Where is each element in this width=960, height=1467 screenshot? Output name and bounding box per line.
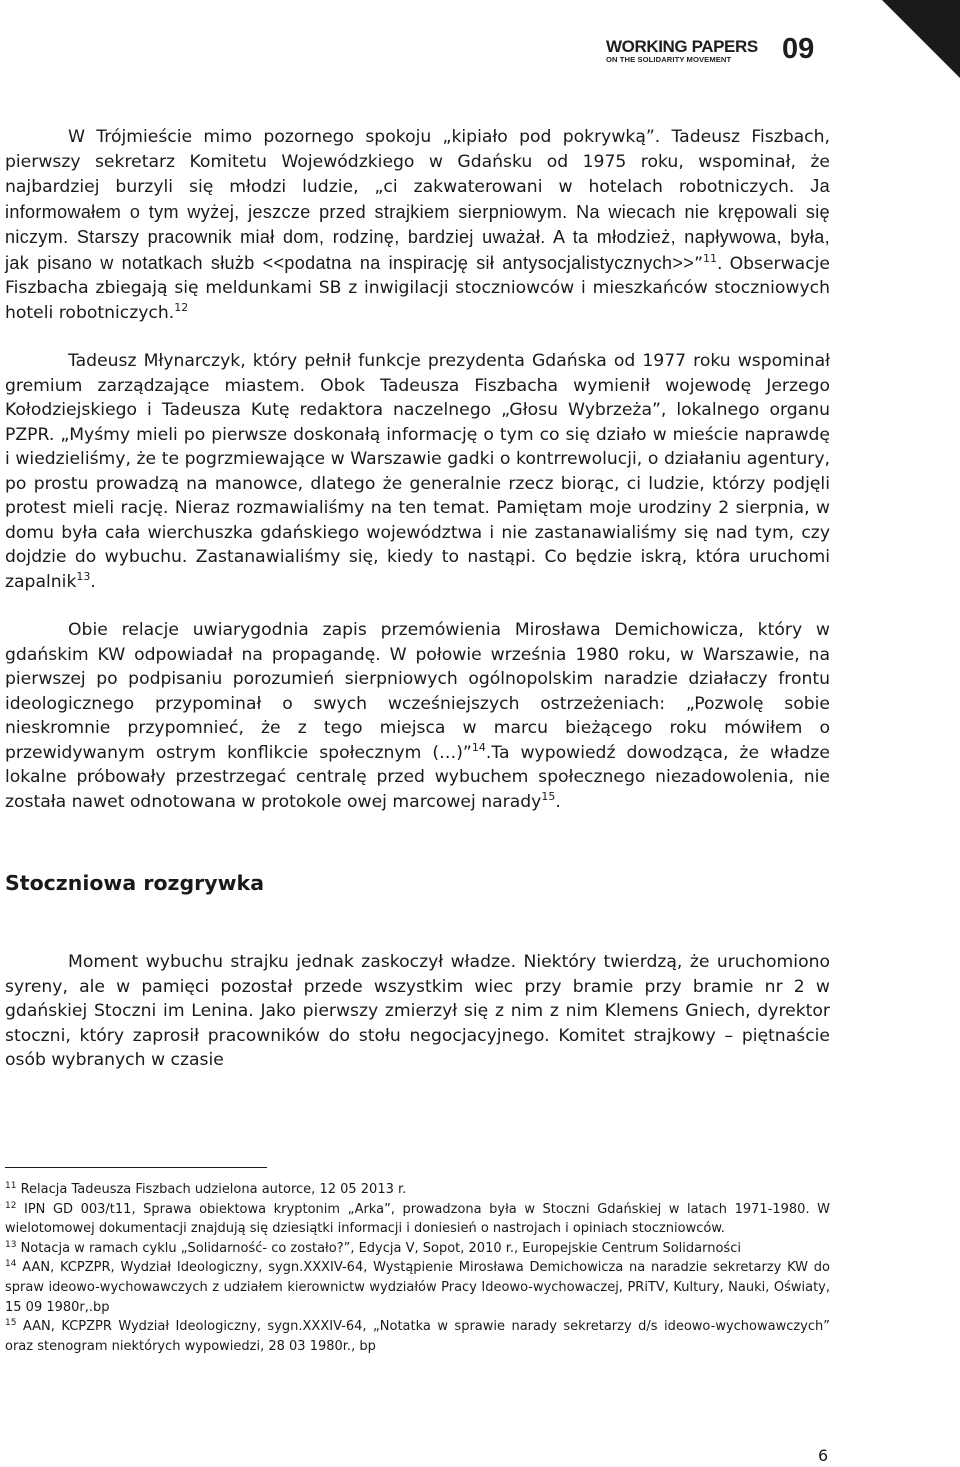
paragraph xyxy=(5,349,830,594)
text-run: W Trójmieście mimo pozornego spokoju „kipiało pod pokrywką”. Tadeusz Fiszbach, pierwszy sekretarz Komitetu Wojewódzkiego w Gdańsku od 1975 roku, wspominał, że najbardziej burzyli się młodzi ludzie, „ci zakwaterowani w hotelach robotniczych. xyxy=(5,127,830,197)
text-run: . xyxy=(555,791,561,812)
footnote xyxy=(5,1200,830,1239)
footnote xyxy=(5,1317,830,1356)
footnote-text: Notacja w ramach cyklu „Solidarność- co zostało?”, Edycja V, Sopot, 2010 r., Europejskie Centrum Solidarności xyxy=(16,1240,741,1256)
footnote-text: AAN, KCPZPR Wydział Ideologiczny, sygn.XXXIV-64, „Notatka w sprawie narady sekretarzy d/s ideowo-wychowawczych” oraz stenogram niektórych wypowiedzi, 28 03 1980r., bp xyxy=(5,1319,830,1354)
corner-triangle-icon xyxy=(882,0,960,78)
publication-logo xyxy=(606,38,776,64)
footnote xyxy=(5,1239,830,1259)
footnote-number: 14 xyxy=(5,1259,17,1270)
text-run: Obie relacje uwiarygodnia zapis przemówienia Mirosława Demichowicza, który w gdańskim KW odpowiadał na propagandę. W połowie września 1980 roku, w Warszawie, na pierwszej po podpisaniu porozumień sierpniowych ogólnopolskim naradzie działaczy frontu ideologicznego przypominał o swych wcześniejszych ostrzeżeniach: „Pozwolę sobie nieskromnie przypomnieć, że z tego miejsca w marcu bieżącego roku mówiłem o przewidywanym ostrym konflikcie społecznym (…)” xyxy=(5,620,830,763)
text-run: . xyxy=(90,571,96,592)
article-body xyxy=(5,125,830,1073)
section-heading: Stoczniowa rozgrywka xyxy=(5,871,265,895)
logo-subtitle: ON THE SOLIDARITY MOVEMENT xyxy=(606,55,732,64)
logo-title: WORKING PAPERS xyxy=(606,37,758,56)
footnote-ref: 15 xyxy=(541,789,556,803)
paragraph xyxy=(5,618,830,814)
section-paragraph: Moment wybuchu strajku jednak zaskoczył władze. Niektóry twierdzą, że uruchomiono syreny, ale w pamięci pozostał przede wszystkim wiec przy bramie przy bramie nr 2 w gdańskiej Stoczni im Lenina. Jako pierwszy zmierzył się z nim z nim Klemens Gniech, dyrektor stoczni, który zaprosił pracowników do stołu negocjacyjnego. Komitet strajkowy – piętnaście osób wybranych w czasie xyxy=(5,952,830,1070)
footnote-number: 15 xyxy=(5,1318,17,1329)
issue-number: 09 xyxy=(782,33,815,65)
footnote-ref: 12 xyxy=(174,300,189,314)
footnote-ref: 13 xyxy=(76,569,91,583)
footnote xyxy=(5,1180,830,1200)
footnotes xyxy=(5,1180,830,1356)
text-run: .Ta wypowiedź dowodząca, że władze lokalne próbowały przestrzegać centralę przed wybuchem społecznego niezadowolenia, nie została nawet odnotowana w protokole owej marcowej narady xyxy=(5,742,831,812)
text-run: . Obserwacje Fiszbacha zbiegają się meldunkami SB z inwigilacji stoczniowców i mieszkańców stoczniowych hoteli robotniczych. xyxy=(5,253,830,323)
footnote-number: 12 xyxy=(5,1200,17,1211)
footnote-divider xyxy=(5,1167,267,1168)
footnote-text: IPN GD 003/t11, Sprawa obiektowa kryptonim „Arka”, prowadzona była w Stoczni Gdańskiej w latach 1971-1980. W wielotomowej dokumentacji znajdują się dziesiątki informacji i doniesień o nastrojach i opiniach stoczniowców. xyxy=(5,1201,830,1237)
footnote-number: 11 xyxy=(5,1181,17,1191)
footnote-text: AAN, KCPZPR, Wydział Ideologiczny, sygn.XXXIV-64, Wystąpienie Mirosława Demichowicza na naradzie sekretarzy KW do spraw ideowo-wychowawczych z udziałem kierownictw wydziałów Pracy Ideowo-wychowaczej, PRiTV, Kultury, Nauki, Oświaty, 15 09 1980r,.bp xyxy=(5,1260,830,1315)
footnote-number: 13 xyxy=(5,1239,17,1250)
footnote-ref: 14 xyxy=(471,740,486,754)
text-run: Tadeusz Młynarczyk, który pełnił funkcje prezydenta Gdańska od 1977 roku wspominał gremium zarządzające miastem. Obok Tadeusza Fiszbacha wymienił wojewodę Jerzego Kołodziejskiego i Tadeusza Kutę redaktora naczelnego „Głosu Wybrzeża”, lokalnego organu PZPR. „Myśmy mieli po pierwsze doskonałą informację o tym co się działo w mieście naprawdę i wiedzieliśmy, że te pogrzmiewające w Warszawie gadki o kontrrewolucji, o działaniu agentury, po prostu prowadzą na manowce, dlatego że generalnie rzecz biorąc, ci ludzie, którzy podjęli protest mieli rację. Nieraz rozmawialiśmy na ten temat. Pamiętam moje urodziny 2 sierpnia, w domu była cała wierchuszka gdańskiego województwa i nie zastanawialiśmy się nad tym, czy dojdzie do wybuchu. Zastanawialiśmy się, kiedy to nastąpi. Co będzie iskrą, która uruchomi zapalnik xyxy=(5,351,830,592)
page-number: 6 xyxy=(818,1446,829,1465)
footnote-text: Relacja Tadeusza Fiszbach udzielona autorce, 12 05 2013 r. xyxy=(16,1182,407,1197)
paragraph xyxy=(5,125,830,325)
footnote-ref: 11 xyxy=(702,251,717,265)
quote-text: Ja informowałem o tym wyżej, jeszcze przed strajkiem sierpniowym. Na wiecach nie krępowali się niczym. Starszy pracownik miał dom, rodzinę, bardziej uważał. A ta młodzież, napływowa, była, jak pisano w notatkach służb <<podatna na inspirację sił antysocjalistycznych>> xyxy=(5,176,830,273)
text-run: ” xyxy=(694,253,703,274)
footnote xyxy=(5,1258,830,1317)
